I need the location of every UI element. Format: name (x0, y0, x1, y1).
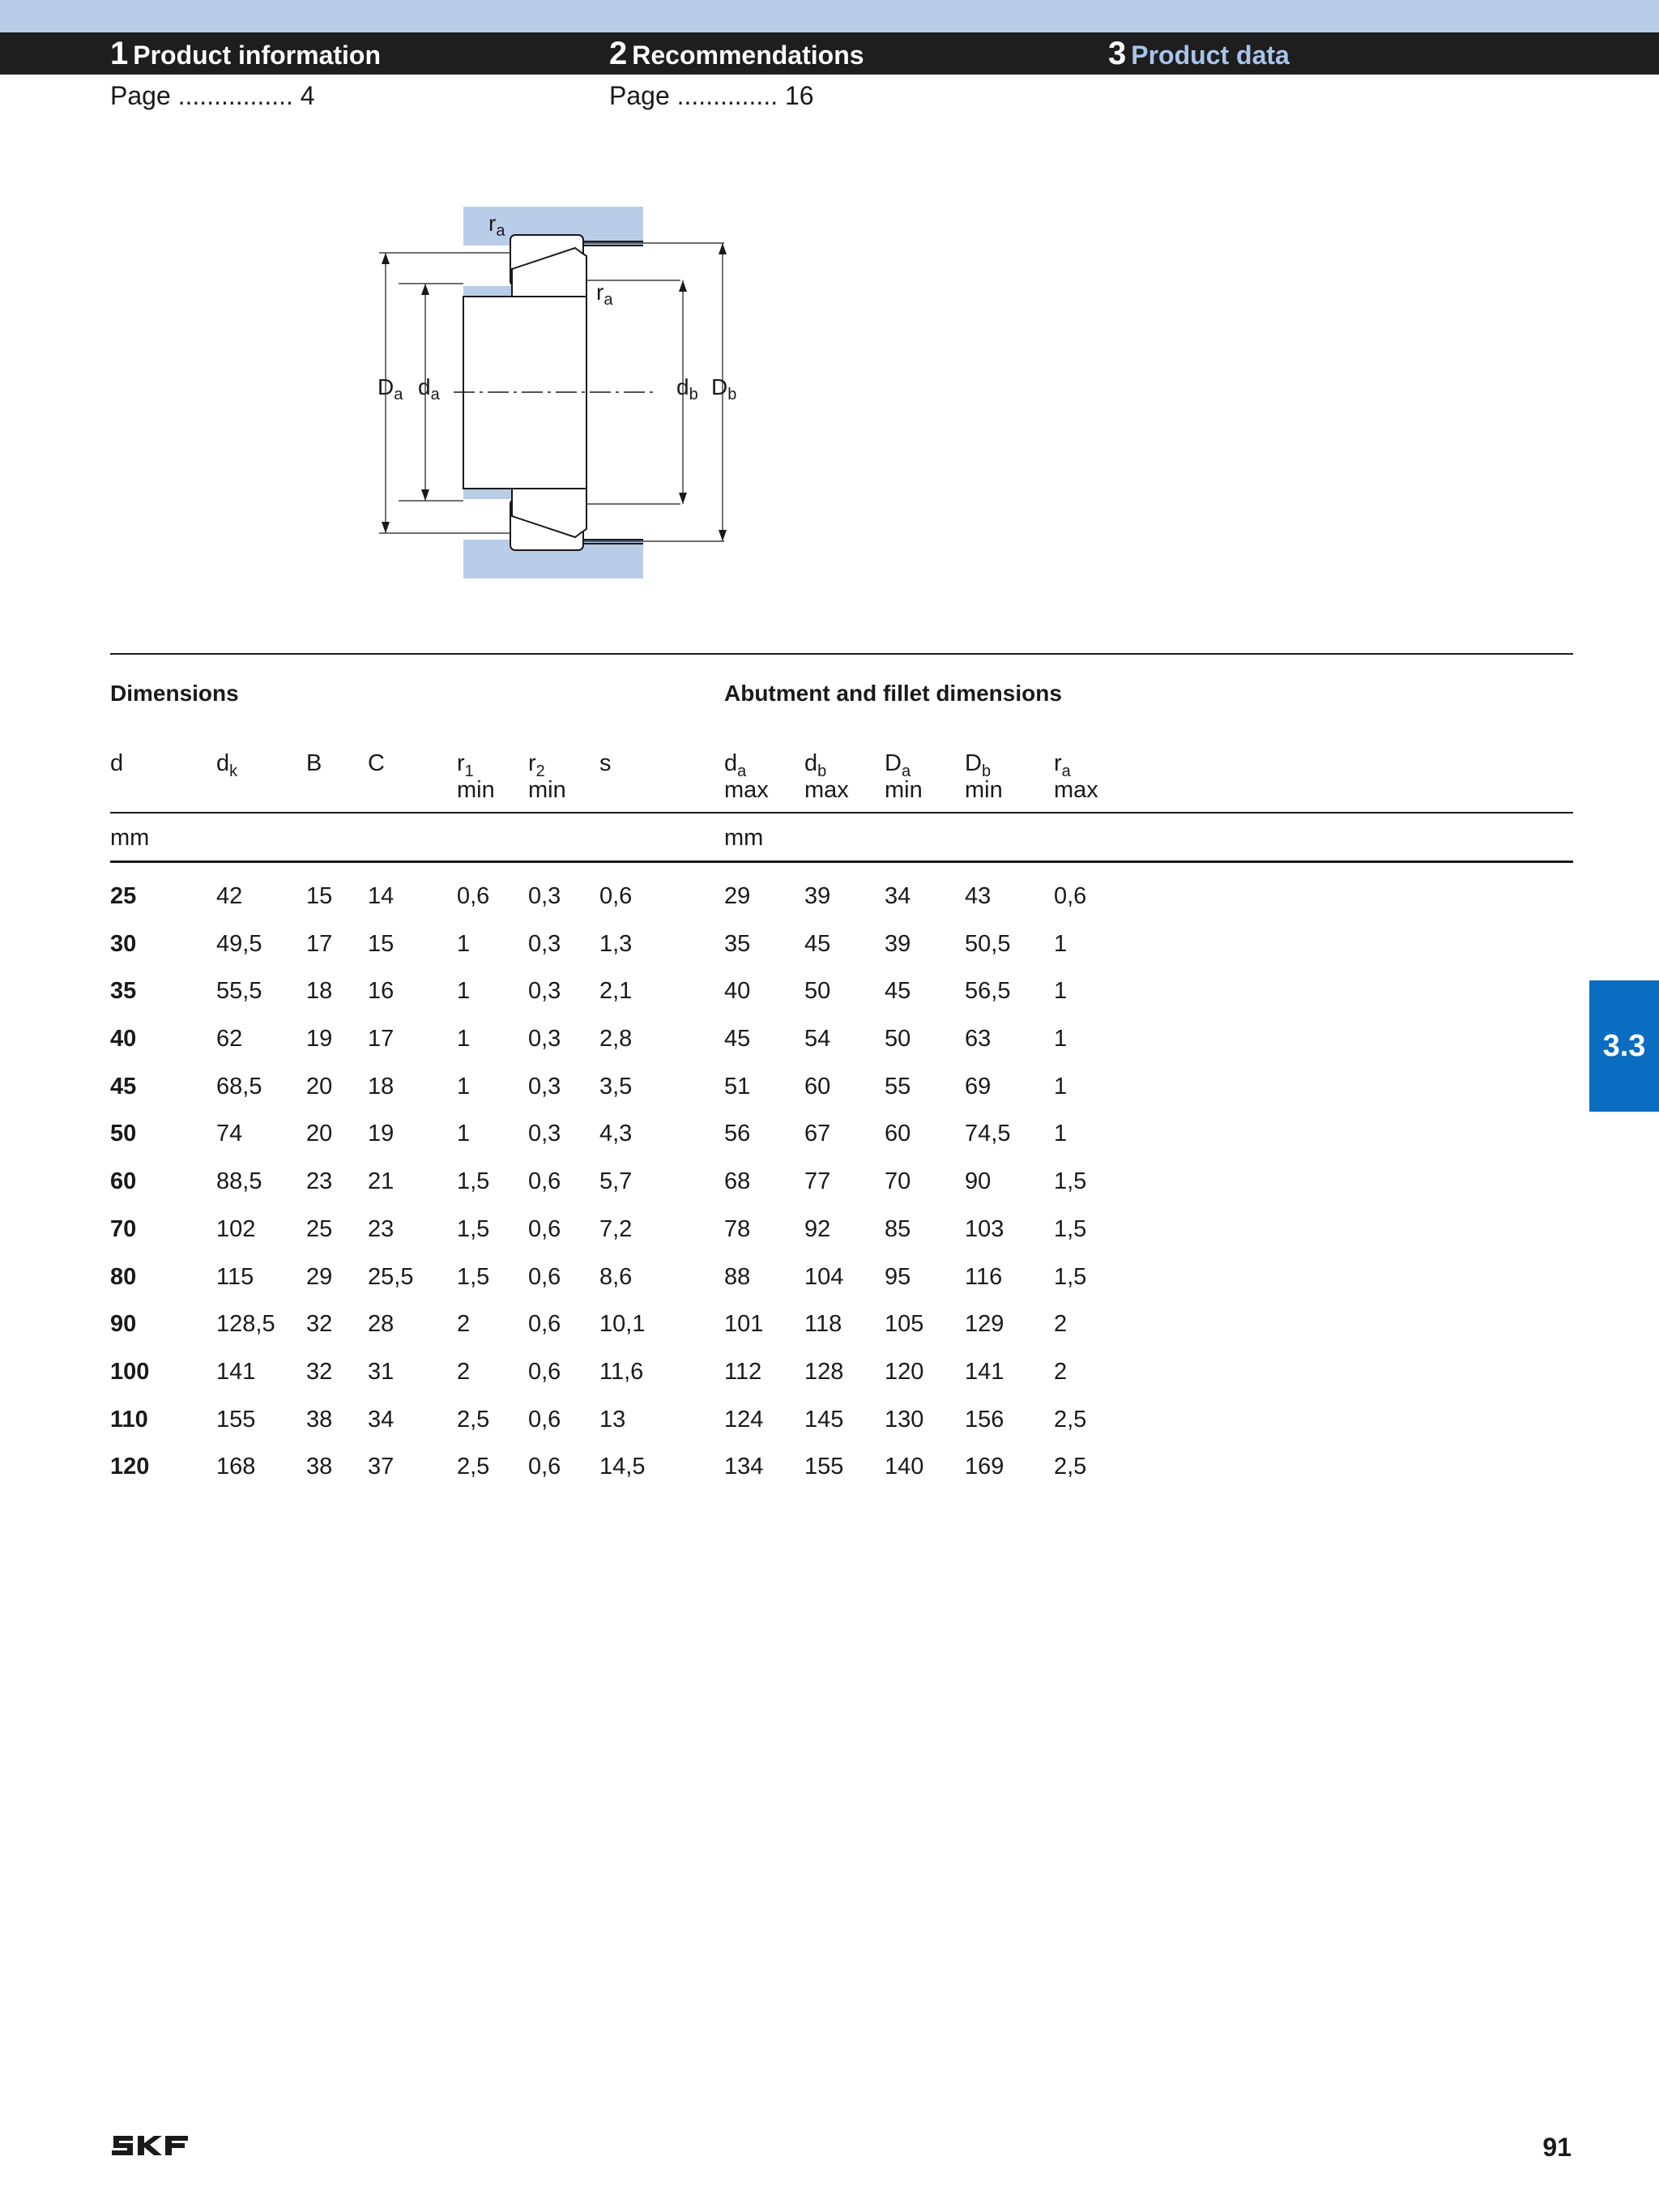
cell-ra-max: 2 (1054, 1311, 1068, 1338)
cell-db-max: 118 (804, 1311, 842, 1338)
cell-dk: 74 (216, 1121, 243, 1147)
cell-d: 30 (110, 930, 137, 957)
table-row (110, 883, 1119, 931)
cell-dk: 102 (216, 1215, 256, 1242)
cell-d: 120 (110, 1454, 150, 1480)
cell-C: 16 (368, 978, 394, 1005)
cell-B: 19 (306, 1026, 333, 1053)
cell-da-max: 51 (724, 1073, 751, 1100)
cell-Da-min: 50 (885, 1026, 911, 1053)
cell-r2-min: 0,6 (528, 1454, 561, 1480)
cell-B: 20 (306, 1121, 333, 1147)
cell-B: 29 (306, 1263, 333, 1290)
cell-C: 19 (368, 1121, 394, 1147)
cell-B: 18 (306, 978, 333, 1005)
cell-r2-min: 0,6 (528, 1168, 561, 1195)
cell-Db-min: 56,5 (965, 978, 1011, 1005)
cell-da-max: 101 (724, 1311, 764, 1338)
cell-d: 35 (110, 978, 137, 1005)
cell-Da-min: 95 (885, 1263, 911, 1290)
cell-db-max: 60 (804, 1073, 831, 1100)
cell-B: 32 (306, 1358, 333, 1385)
cell-C: 18 (368, 1073, 394, 1100)
cell-Db-min: 90 (965, 1168, 992, 1195)
cell-dk: 88,5 (216, 1168, 262, 1195)
cell-db-max: 67 (804, 1121, 831, 1147)
cell-B: 15 (306, 883, 333, 909)
cell-s: 14,5 (599, 1454, 646, 1480)
cell-s: 7,2 (599, 1215, 633, 1242)
units-rule (110, 860, 1573, 863)
cell-db-max: 104 (804, 1263, 844, 1290)
cell-s: 10,1 (599, 1311, 646, 1338)
cell-ra-max: 1 (1054, 1026, 1068, 1053)
cell-da-max: 56 (724, 1121, 751, 1147)
cell-C: 25,5 (368, 1263, 414, 1290)
cell-ra-max: 2,5 (1054, 1406, 1087, 1433)
table-row (110, 1168, 1119, 1216)
header-C: C (368, 750, 385, 776)
cell-db-max: 39 (804, 883, 831, 909)
page-number: 91 (1542, 2133, 1572, 2162)
table-row (110, 1216, 1119, 1264)
cell-B: 25 (306, 1215, 333, 1242)
cell-Da-min: 140 (885, 1454, 924, 1480)
cell-Da-min: 70 (885, 1168, 911, 1195)
cell-r2-min: 0,3 (528, 1121, 561, 1147)
skf-logo (109, 2131, 191, 2160)
cell-C: 23 (368, 1215, 394, 1242)
cell-r1-min: 1 (457, 978, 471, 1005)
table-row (110, 978, 1119, 1026)
cell-r1-min: 1,5 (457, 1263, 490, 1290)
header-db: $d_b$ max (804, 750, 849, 803)
cell-da-max: 124 (724, 1406, 764, 1433)
cell-B: 32 (306, 1311, 333, 1338)
cell-ra-max: 1 (1054, 1121, 1068, 1147)
cell-db-max: 145 (804, 1406, 844, 1433)
page-reference-1[interactable]: Page ................ 4 (110, 81, 315, 110)
header-ra: $r_a$ max (1054, 750, 1098, 803)
header-B: B (306, 750, 322, 776)
cell-r1-min: 1 (457, 1121, 471, 1147)
cell-da-max: 134 (724, 1454, 764, 1480)
cell-Da-min: 60 (885, 1121, 911, 1147)
table-row (110, 1359, 1119, 1407)
cell-Db-min: 156 (965, 1406, 1004, 1433)
nav-product-information[interactable] (110, 32, 381, 75)
cell-s: 2,8 (599, 1026, 633, 1053)
cell-Db-min: 63 (965, 1026, 992, 1053)
page-reference-2[interactable]: Page .............. 16 (609, 81, 814, 110)
cell-C: 17 (368, 1026, 394, 1053)
table-row (110, 931, 1119, 979)
section-navigation-bar (0, 32, 1659, 75)
cell-r2-min: 0,6 (528, 1263, 561, 1290)
cell-ra-max: 2 (1054, 1358, 1068, 1385)
cell-d: 110 (110, 1406, 148, 1433)
label-Db: $D_b$ (711, 374, 737, 404)
header-dk: $d_k$ (216, 750, 238, 780)
cell-ra-max: 1 (1054, 978, 1068, 1005)
cell-dk: 115 (216, 1263, 254, 1290)
table-row (110, 1311, 1119, 1359)
cell-da-max: 112 (724, 1358, 762, 1385)
cell-d: 50 (110, 1121, 137, 1147)
nav-label: Product information (133, 41, 382, 70)
cell-s: 5,7 (599, 1168, 633, 1195)
header-Da: $D_a$ min (885, 750, 923, 803)
cell-dk: 49,5 (216, 930, 262, 957)
cell-Db-min: 69 (965, 1073, 992, 1100)
cell-ra-max: 1 (1054, 1073, 1068, 1100)
cell-Da-min: 85 (885, 1215, 911, 1242)
cell-Db-min: 141 (965, 1358, 1004, 1385)
cell-dk: 168 (216, 1454, 256, 1480)
cell-s: 3,5 (599, 1073, 633, 1100)
cell-s: 11,6 (599, 1358, 644, 1385)
cell-r2-min: 0,3 (528, 883, 561, 909)
cell-Da-min: 39 (885, 930, 911, 957)
cell-s: 8,6 (599, 1263, 633, 1290)
cell-B: 38 (306, 1454, 333, 1480)
cell-Db-min: 169 (965, 1454, 1004, 1480)
cell-db-max: 92 (804, 1215, 831, 1242)
cell-d: 100 (110, 1358, 150, 1385)
cell-Da-min: 130 (885, 1406, 924, 1433)
cell-r1-min: 1,5 (457, 1215, 490, 1242)
header-s: s (599, 750, 612, 776)
cell-B: 20 (306, 1073, 333, 1100)
cell-da-max: 45 (724, 1026, 751, 1053)
label-Da: $D_a$ (377, 374, 403, 404)
nav-number: 1 (110, 36, 129, 71)
nav-number: 2 (609, 36, 628, 71)
cell-B: 17 (306, 930, 333, 957)
cell-C: 37 (368, 1454, 394, 1480)
cell-r1-min: 2 (457, 1358, 471, 1385)
cell-s: 4,3 (599, 1121, 633, 1147)
table-row (110, 1026, 1119, 1074)
header-d: d (110, 750, 124, 776)
cell-da-max: 40 (724, 978, 751, 1005)
cell-ra-max: 1 (1054, 930, 1068, 957)
cell-db-max: 128 (804, 1358, 844, 1385)
label-ra-top: $r_a$ (488, 211, 505, 240)
section-divider (110, 653, 1573, 655)
label-db: $d_b$ (676, 374, 698, 404)
dimensions-table (110, 883, 1119, 1501)
cell-da-max: 29 (724, 883, 751, 909)
cell-C: 34 (368, 1406, 394, 1433)
cell-r2-min: 0,6 (528, 1358, 561, 1385)
section-title-dimensions: Dimensions (110, 681, 239, 706)
cell-db-max: 77 (804, 1168, 831, 1195)
cell-C: 28 (368, 1311, 394, 1338)
cell-B: 23 (306, 1168, 333, 1195)
cell-dk: 155 (216, 1406, 256, 1433)
cell-r1-min: 2,5 (457, 1406, 490, 1433)
cell-B: 38 (306, 1406, 333, 1433)
nav-product-data[interactable] (1108, 32, 1290, 75)
cell-r2-min: 0,3 (528, 930, 561, 957)
units-abutment: mm (724, 825, 764, 851)
cell-r2-min: 0,6 (528, 1406, 561, 1433)
units-dimensions: mm (110, 825, 150, 851)
cell-Da-min: 45 (885, 978, 911, 1005)
cell-r1-min: 1 (457, 930, 471, 957)
cell-C: 14 (368, 883, 394, 909)
cell-C: 15 (368, 930, 394, 957)
cell-s: 2,1 (599, 978, 633, 1005)
label-da: $d_a$ (418, 374, 440, 404)
cell-d: 60 (110, 1168, 137, 1195)
cell-r2-min: 0,6 (528, 1215, 561, 1242)
cell-Db-min: 116 (965, 1263, 1003, 1290)
cell-Db-min: 50,5 (965, 930, 1011, 957)
cell-dk: 42 (216, 883, 243, 909)
section-title-abutment: Abutment and fillet dimensions (724, 681, 1062, 706)
cell-da-max: 88 (724, 1263, 751, 1290)
cell-dk: 141 (216, 1358, 256, 1385)
cell-d: 70 (110, 1215, 137, 1242)
cell-d: 25 (110, 883, 137, 909)
header-da: $d_a$ max (724, 750, 769, 803)
cell-d: 90 (110, 1311, 137, 1338)
cell-db-max: 45 (804, 930, 831, 957)
top-color-band (0, 0, 1659, 32)
header-r2: $r_2$ min (528, 750, 566, 803)
header-r1: $r_1$ min (457, 750, 495, 803)
section-tab-3-3[interactable]: 3.3 (1589, 980, 1659, 1112)
table-row (110, 1074, 1119, 1121)
nav-label: Product data (1131, 41, 1290, 70)
cell-s: 1,3 (599, 930, 633, 957)
cell-da-max: 68 (724, 1168, 751, 1195)
cell-r1-min: 2,5 (457, 1454, 490, 1480)
cell-C: 31 (368, 1358, 394, 1385)
bearing-abutment-drawing (356, 194, 778, 600)
cell-db-max: 50 (804, 978, 831, 1005)
cell-r2-min: 0,3 (528, 1026, 561, 1053)
nav-label: Recommendations (632, 41, 864, 70)
cell-C: 21 (368, 1168, 394, 1195)
cell-r1-min: 1 (457, 1073, 471, 1100)
cell-Db-min: 129 (965, 1311, 1004, 1338)
cell-ra-max: 0,6 (1054, 883, 1087, 909)
cell-r2-min: 0,3 (528, 978, 561, 1005)
label-ra-bottom: $r_a$ (596, 280, 613, 309)
cell-Db-min: 103 (965, 1215, 1004, 1242)
header-rule (110, 812, 1573, 813)
cell-Db-min: 74,5 (965, 1121, 1011, 1147)
cell-db-max: 155 (804, 1454, 844, 1480)
cell-r1-min: 1,5 (457, 1168, 490, 1195)
table-row (110, 1407, 1119, 1454)
cell-db-max: 54 (804, 1026, 831, 1053)
cell-dk: 55,5 (216, 978, 262, 1005)
cell-dk: 62 (216, 1026, 243, 1053)
cell-r2-min: 0,3 (528, 1073, 561, 1100)
cell-Da-min: 120 (885, 1358, 924, 1385)
cell-ra-max: 1,5 (1054, 1215, 1087, 1242)
cell-d: 80 (110, 1263, 137, 1290)
cell-Da-min: 105 (885, 1311, 924, 1338)
cell-dk: 68,5 (216, 1073, 262, 1100)
cell-r1-min: 2 (457, 1311, 471, 1338)
nav-number: 3 (1108, 36, 1127, 71)
cell-s: 13 (599, 1406, 626, 1433)
table-row (110, 1121, 1119, 1168)
table-row (110, 1264, 1119, 1312)
cell-da-max: 78 (724, 1215, 751, 1242)
cell-Db-min: 43 (965, 883, 992, 909)
cell-ra-max: 1,5 (1054, 1263, 1087, 1290)
cell-s: 0,6 (599, 883, 633, 909)
cell-r1-min: 0,6 (457, 883, 490, 909)
header-Db: $D_b$ min (965, 750, 1003, 803)
cell-r1-min: 1 (457, 1026, 471, 1053)
cell-d: 45 (110, 1073, 137, 1100)
cell-da-max: 35 (724, 930, 751, 957)
table-row (110, 1454, 1119, 1501)
cell-r2-min: 0,6 (528, 1311, 561, 1338)
nav-recommendations[interactable] (609, 32, 864, 75)
cell-ra-max: 1,5 (1054, 1168, 1087, 1195)
cell-Da-min: 55 (885, 1073, 911, 1100)
cell-d: 40 (110, 1026, 137, 1053)
cell-Da-min: 34 (885, 883, 911, 909)
cell-ra-max: 2,5 (1054, 1454, 1087, 1480)
cell-dk: 128,5 (216, 1311, 275, 1338)
